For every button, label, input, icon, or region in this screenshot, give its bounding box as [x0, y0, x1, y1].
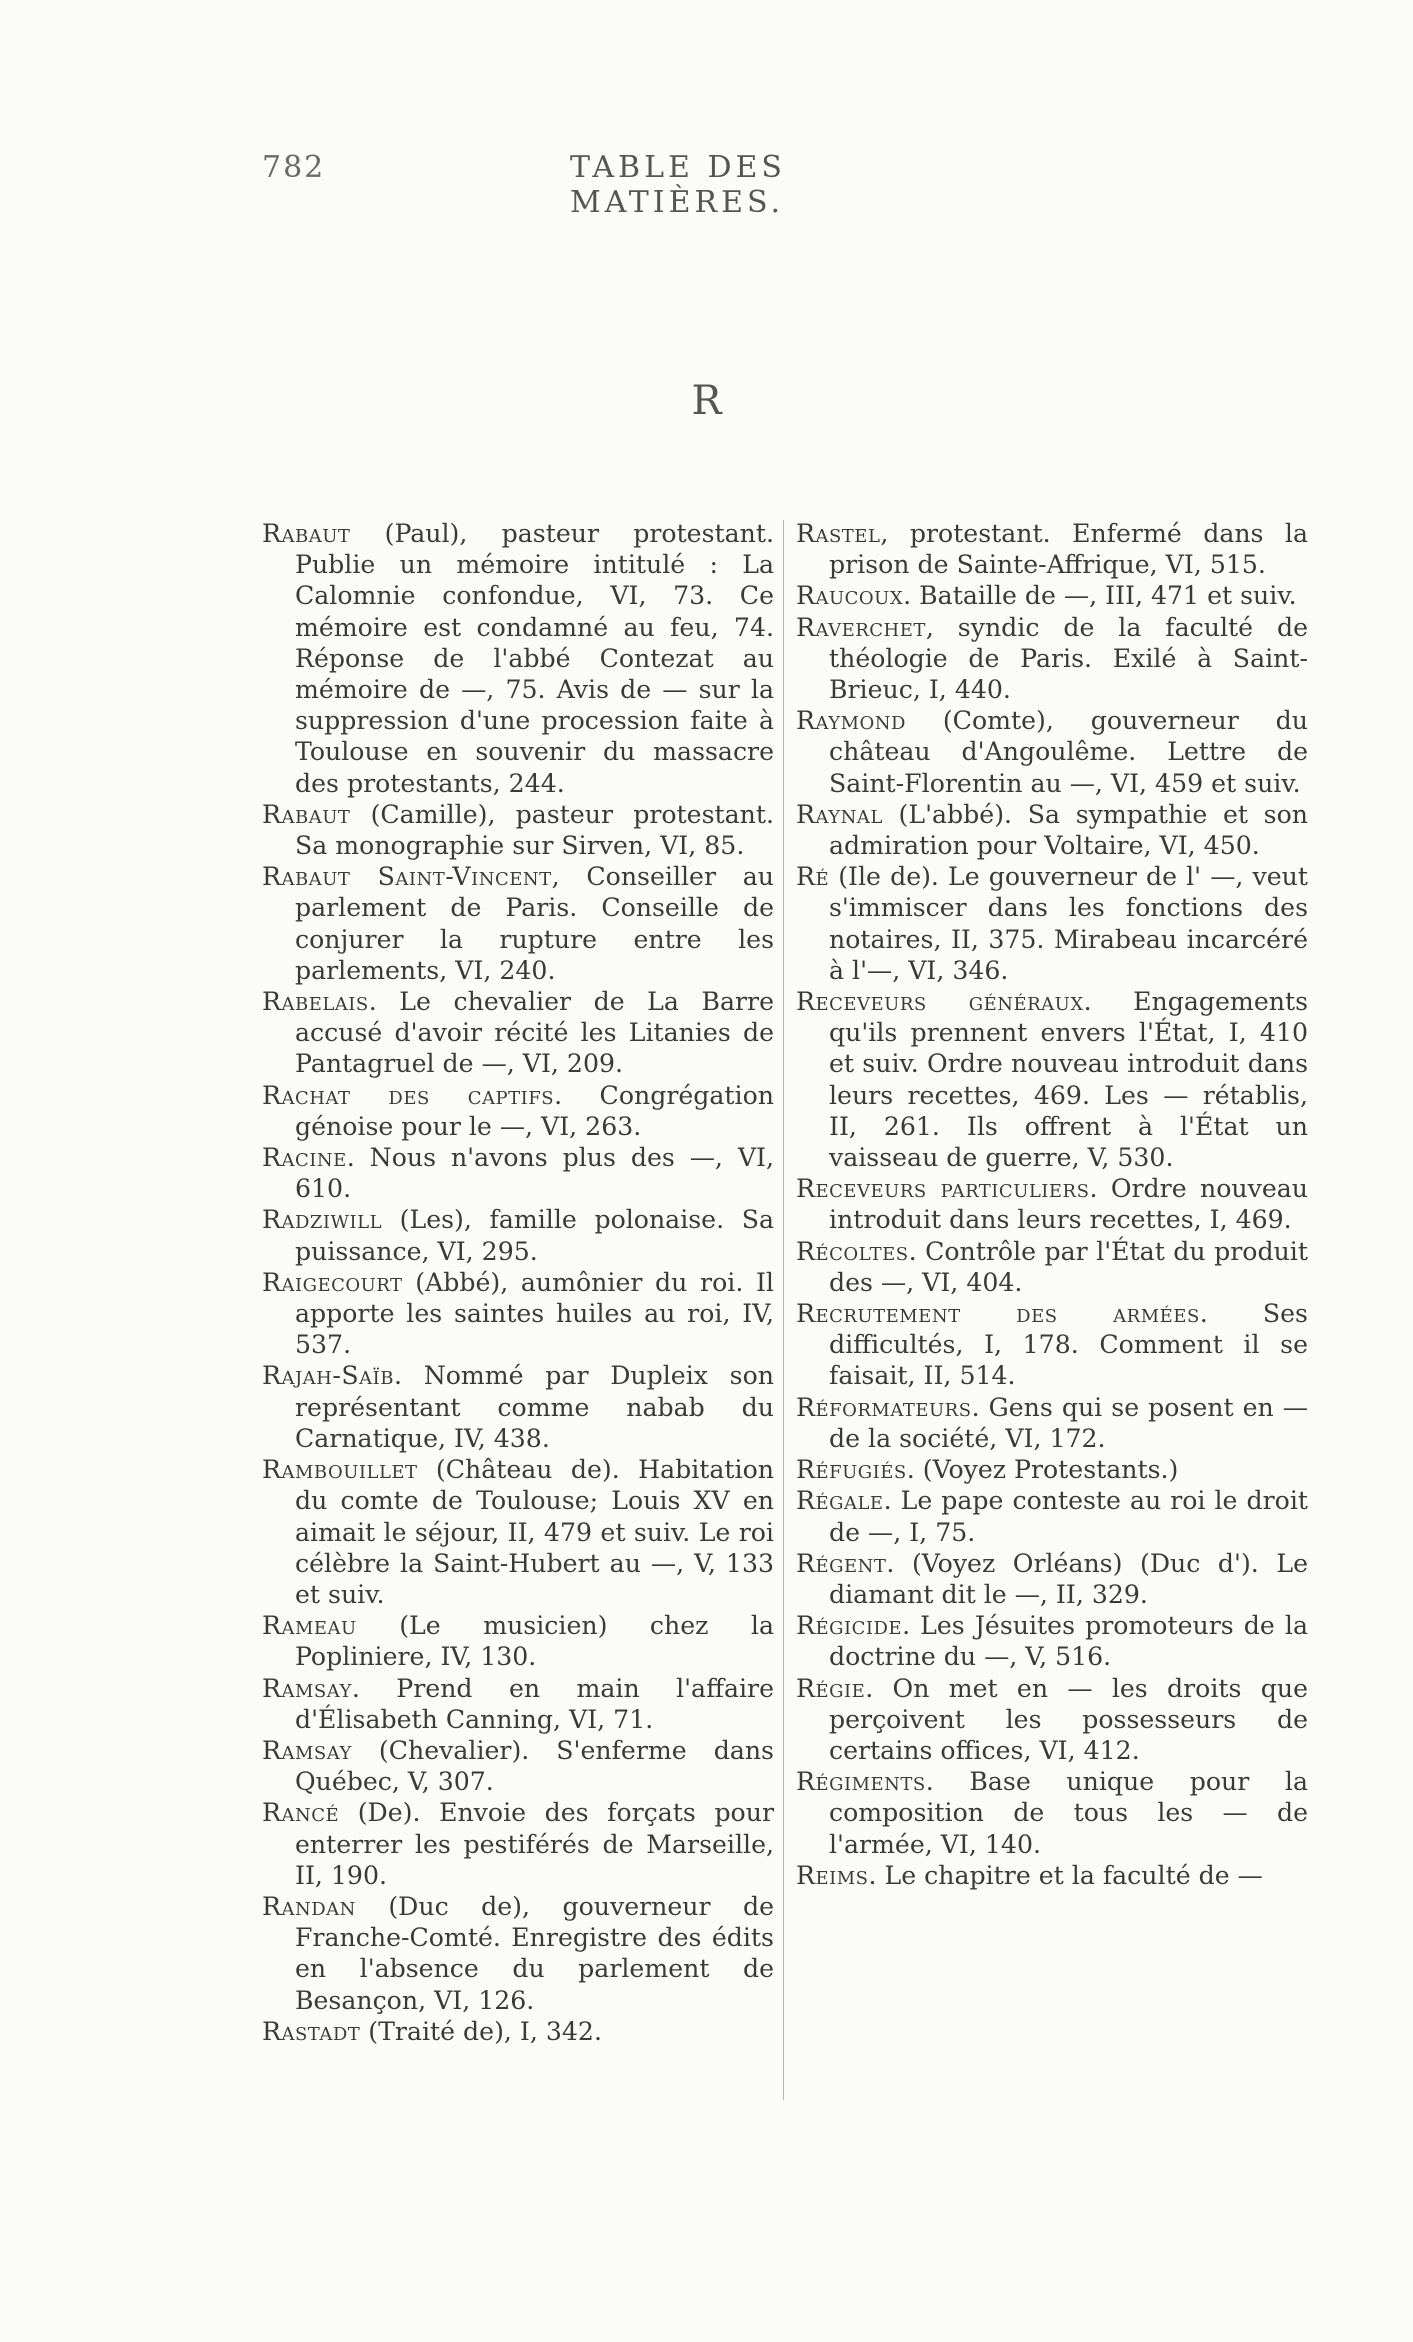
entry-term: Receveurs particuliers — [796, 1174, 1090, 1204]
page-number: 782 — [262, 150, 326, 185]
index-entry — [796, 612, 1308, 706]
index-entry — [796, 1298, 1308, 1392]
entry-text: . Nous n'avons plus des —, VI, 610. — [295, 1143, 774, 1204]
right-column — [796, 518, 1308, 1891]
index-entry — [796, 799, 1308, 861]
entry-term: Raverchet — [796, 612, 926, 642]
entry-term: Ramsay — [262, 1673, 352, 1703]
entry-term: Raigecourt — [262, 1267, 403, 1297]
entry-term: Rabaut — [262, 519, 351, 548]
entry-text: , Conseiller au parlement de Paris. Conseille de conjurer la rupture entre les parlements, VI, 240. — [295, 862, 774, 985]
entry-term: Rancé — [262, 1798, 340, 1828]
entry-text: (Chevalier). S'enferme dans Québec, V, 307. — [295, 1735, 774, 1797]
index-entry — [262, 2016, 774, 2047]
entry-text: (Comte), gouverneur du château d'Angoulême. Lettre de Saint-Florentin au —, VI, 459 et suiv. — [829, 706, 1308, 798]
index-entry — [262, 1360, 774, 1454]
entry-text: . Congrégation génoise pour le —, VI, 263. — [295, 1080, 774, 1141]
index-entry — [796, 1236, 1308, 1298]
entry-text: . (Voyez Protestants.) — [906, 1455, 1179, 1485]
entry-text: . Le pape conteste au roi le droit de —, I, 75. — [829, 1486, 1308, 1547]
entry-term: Rameau — [262, 1611, 357, 1641]
entry-term: Recrutement des armées — [796, 1299, 1200, 1329]
entry-term: Raymond — [796, 706, 906, 736]
entry-term: Rabaut — [262, 799, 351, 829]
index-entry — [796, 986, 1308, 1173]
entry-text: (Les), famille polonaise. Sa puissance, VI, 295. — [295, 1205, 774, 1266]
entry-term: Reims — [796, 1860, 869, 1890]
entry-term: Réformateurs — [796, 1392, 972, 1422]
entry-term: Raynal — [796, 799, 883, 829]
index-entry — [796, 1860, 1308, 1891]
entry-text: . Gens qui se posent en — de la société, VI, 172. — [829, 1392, 1308, 1453]
entry-text: (Ile de). Le gouverneur de l' —, veut s'immiscer dans les fonctions des notaires, II, 375. Mirabeau incarcéré à l'—, VI, 346. — [829, 862, 1308, 985]
left-column — [262, 518, 774, 2047]
index-entry — [262, 518, 774, 799]
entry-text: . Le chevalier de La Barre accusé d'avoir récité les Litanies de Pantagruel de —, VI, 209. — [295, 987, 774, 1079]
index-entry — [262, 1454, 774, 1610]
entry-text: . Contrôle par l'État du produit des —, VI, 404. — [829, 1236, 1308, 1297]
entry-text: . On met en — les droits que perçoivent les possesseurs de certains offices, VI, 412. — [829, 1673, 1308, 1765]
entry-text: (Camille), pasteur protestant. Sa monographie sur Sirven, VI, 85. — [295, 799, 774, 861]
entry-term: Rabaut Saint-Vincent — [262, 862, 552, 892]
entry-term: Receveurs généraux — [796, 987, 1084, 1017]
entry-text: . Ordre nouveau introduit dans leurs recettes, I, 469. — [829, 1174, 1308, 1235]
entry-text: (Abbé), aumônier du roi. Il apporte les saintes huiles au roi, IV, 537. — [295, 1267, 774, 1360]
entry-term: Rajah-Saïb — [262, 1361, 394, 1391]
index-entry — [796, 518, 1308, 580]
entry-text: , protestant. Enfermé dans la prison de Sainte-Affrique, VI, 515. — [829, 519, 1308, 580]
index-entry — [262, 1204, 774, 1266]
index-entry — [262, 1673, 774, 1735]
entry-term: Rastel — [796, 519, 881, 548]
entry-term: Raucoux — [796, 581, 904, 611]
index-entry — [796, 1548, 1308, 1610]
index-entry — [262, 1142, 774, 1204]
entry-term: Régie — [796, 1673, 866, 1703]
entry-term: Radziwill — [262, 1205, 383, 1235]
entry-term: Randan — [262, 1891, 356, 1921]
index-entry — [262, 1891, 774, 2016]
entry-term: Ramsay — [262, 1735, 352, 1765]
column-divider — [783, 520, 784, 2100]
index-entry — [262, 1610, 774, 1672]
index-entry — [262, 1797, 774, 1891]
entry-term: Rabelais — [262, 987, 369, 1017]
index-entry — [796, 1454, 1308, 1485]
page-header — [262, 150, 982, 220]
entry-text: . Prend en main l'affaire d'Élisabeth Canning, VI, 71. — [295, 1673, 774, 1734]
running-head: TABLE DES MATIÈRES. — [570, 150, 786, 220]
entry-text: . Base unique pour la composition de tous les — de l'armée, VI, 140. — [829, 1767, 1308, 1859]
index-entry — [262, 861, 774, 986]
index-entry — [262, 799, 774, 861]
entry-term: Rachat des captifs — [262, 1080, 555, 1110]
entry-text: . (Voyez Orléans) (Duc d'). Le diamant dit le —, II, 329. — [829, 1548, 1308, 1609]
entry-text: . Les Jésuites promoteurs de la doctrine du —, V, 516. — [829, 1611, 1308, 1672]
section-letter: R — [691, 378, 722, 424]
entry-term: Rambouillet — [262, 1455, 418, 1485]
entry-text: . Engagements qu'ils prennent envers l'État, I, 410 et suiv. Ordre nouveau introduit dans leurs recettes, 469. Les — rétablis, II, 261. Ils offrent à l'État un vaisseau de guerre, V, 530. — [829, 987, 1308, 1173]
entry-text: , syndic de la faculté de théologie de Paris. Exilé à Saint-Brieuc, I, 440. — [829, 612, 1308, 705]
index-entry — [796, 705, 1308, 799]
entry-text: . Le chapitre et la faculté de — — [868, 1860, 1263, 1890]
index-entry — [796, 1766, 1308, 1860]
entry-text: (Château de). Habitation du comte de Toulouse; Louis XV en aimait le séjour, II, 479 et suiv. Le roi célèbre la Saint-Hubert au —, V, 133 et suiv. — [295, 1455, 774, 1609]
index-entry — [262, 1267, 774, 1361]
entry-term: Régicide — [796, 1611, 903, 1641]
index-entry — [262, 1080, 774, 1142]
entry-text: . Nommé par Dupleix son représentant comme nabab du Carnatique, IV, 438. — [295, 1361, 774, 1453]
entry-text: (L'abbé). Sa sympathie et son admiration pour Voltaire, VI, 450. — [829, 799, 1308, 861]
index-entry — [796, 580, 1308, 611]
entry-term: Régale — [796, 1486, 884, 1516]
index-entry — [796, 1673, 1308, 1767]
index-entry — [796, 1392, 1308, 1454]
entry-text: (Duc de), gouverneur de Franche-Comté. Enregistre des édits en l'absence du parlement de Besançon, VI, 126. — [295, 1891, 774, 2015]
index-entry — [262, 1735, 774, 1797]
entry-term: Rastadt — [262, 2016, 361, 2046]
entry-term: Régent — [796, 1548, 887, 1578]
entry-text: . Bataille de —, III, 471 et suiv. — [903, 581, 1297, 611]
entry-text: (De). Envoie des forçats pour enterrer les pestiférés de Marseille, II, 190. — [295, 1798, 774, 1890]
index-entry — [796, 861, 1308, 986]
index-entry — [796, 1610, 1308, 1672]
entry-term: Racine — [262, 1143, 347, 1173]
entry-term: Ré — [796, 862, 830, 892]
entry-text: . Ses difficultés, I, 178. Comment il se faisait, II, 514. — [829, 1299, 1308, 1391]
index-entry — [262, 986, 774, 1080]
entry-term: Réfugiés — [796, 1455, 907, 1485]
entry-term: Régiments — [796, 1767, 926, 1797]
index-entry — [796, 1485, 1308, 1547]
index-entry — [796, 1173, 1308, 1235]
entry-text: (Le musicien) chez la Popliniere, IV, 130. — [295, 1611, 774, 1672]
entry-term: Récoltes — [796, 1236, 909, 1266]
entry-text: (Paul), pasteur protestant. Publie un mémoire intitulé : La Calomnie confondue, VI, 73. Ce mémoire est condamné au feu, 74. Réponse de l'abbé Contezat au mémoire de —, 75. Avis de — sur la suppression d'une procession faite à Toulouse en souvenir du massacre des protestants, 244. — [295, 519, 774, 798]
entry-text: (Traité de), I, 342. — [360, 2016, 602, 2046]
